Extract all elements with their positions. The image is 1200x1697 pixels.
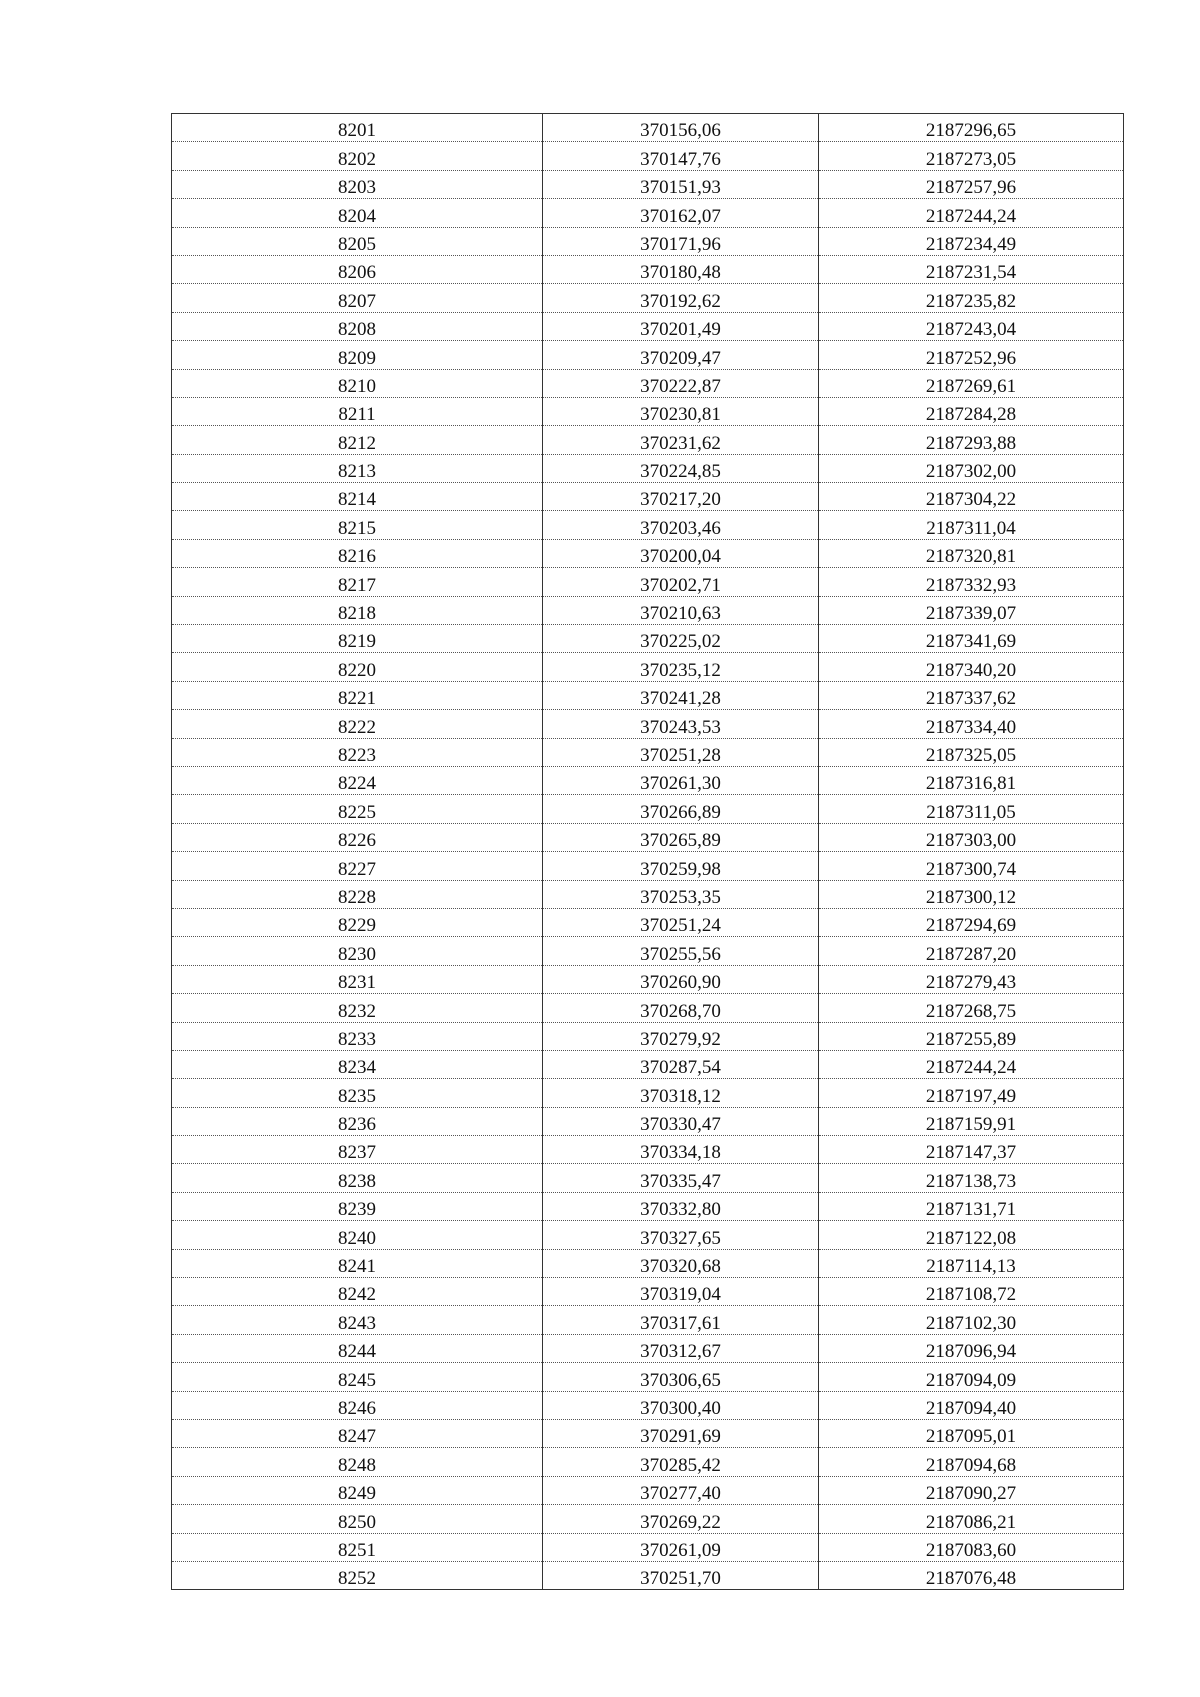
point-number-cell: 8241: [172, 1249, 543, 1277]
table-row: [172, 1334, 1124, 1362]
x-coordinate-cell: 370251,24: [543, 908, 819, 936]
x-coordinate-cell: 370210,63: [543, 596, 819, 624]
point-number-cell: 8230: [172, 937, 543, 965]
point-number-cell: 8240: [172, 1221, 543, 1249]
point-number-cell: 8204: [172, 199, 543, 227]
point-number-cell: 8228: [172, 880, 543, 908]
x-coordinate-cell: 370318,12: [543, 1079, 819, 1107]
y-coordinate-cell: 2187325,05: [819, 738, 1124, 766]
table-row: [172, 369, 1124, 397]
y-coordinate-cell: 2187244,24: [819, 1050, 1124, 1078]
y-coordinate-cell: 2187311,04: [819, 511, 1124, 539]
point-number-cell: 8244: [172, 1334, 543, 1362]
table-row: [172, 255, 1124, 283]
point-number-cell: 8215: [172, 511, 543, 539]
x-coordinate-cell: 370330,47: [543, 1107, 819, 1135]
table-row: [172, 1363, 1124, 1391]
y-coordinate-cell: 2187086,21: [819, 1505, 1124, 1533]
table-row: [172, 908, 1124, 936]
y-coordinate-cell: 2187316,81: [819, 766, 1124, 794]
x-coordinate-cell: 370300,40: [543, 1391, 819, 1419]
y-coordinate-cell: 2187269,61: [819, 369, 1124, 397]
table-row: [172, 1249, 1124, 1277]
x-coordinate-cell: 370151,93: [543, 170, 819, 198]
x-coordinate-cell: 370230,81: [543, 397, 819, 425]
x-coordinate-cell: 370265,89: [543, 823, 819, 851]
point-number-cell: 8249: [172, 1476, 543, 1504]
x-coordinate-cell: 370209,47: [543, 341, 819, 369]
x-coordinate-cell: 370291,69: [543, 1419, 819, 1447]
table-row: [172, 1136, 1124, 1164]
y-coordinate-cell: 2187252,96: [819, 341, 1124, 369]
y-coordinate-cell: 2187339,07: [819, 596, 1124, 624]
table-row: [172, 142, 1124, 170]
x-coordinate-cell: 370235,12: [543, 653, 819, 681]
point-number-cell: 8211: [172, 397, 543, 425]
y-coordinate-cell: 2187076,48: [819, 1561, 1124, 1589]
x-coordinate-cell: 370259,98: [543, 852, 819, 880]
table-row: [172, 170, 1124, 198]
x-coordinate-cell: 370202,71: [543, 568, 819, 596]
coordinates-table-body: [172, 114, 1124, 1590]
table-row: [172, 199, 1124, 227]
table-row: [172, 1448, 1124, 1476]
x-coordinate-cell: 370203,46: [543, 511, 819, 539]
point-number-cell: 8222: [172, 710, 543, 738]
x-coordinate-cell: 370268,70: [543, 994, 819, 1022]
point-number-cell: 8205: [172, 227, 543, 255]
x-coordinate-cell: 370147,76: [543, 142, 819, 170]
y-coordinate-cell: 2187094,68: [819, 1448, 1124, 1476]
y-coordinate-cell: 2187095,01: [819, 1419, 1124, 1447]
y-coordinate-cell: 2187273,05: [819, 142, 1124, 170]
x-coordinate-cell: 370253,35: [543, 880, 819, 908]
point-number-cell: 8203: [172, 170, 543, 198]
y-coordinate-cell: 2187234,49: [819, 227, 1124, 255]
point-number-cell: 8236: [172, 1107, 543, 1135]
point-number-cell: 8201: [172, 114, 543, 142]
point-number-cell: 8245: [172, 1363, 543, 1391]
x-coordinate-cell: 370225,02: [543, 625, 819, 653]
point-number-cell: 8218: [172, 596, 543, 624]
table-row: [172, 1391, 1124, 1419]
table-row: [172, 766, 1124, 794]
point-number-cell: 8214: [172, 483, 543, 511]
y-coordinate-cell: 2187279,43: [819, 965, 1124, 993]
coordinates-table: [171, 113, 1124, 1590]
x-coordinate-cell: 370279,92: [543, 1022, 819, 1050]
y-coordinate-cell: 2187094,09: [819, 1363, 1124, 1391]
x-coordinate-cell: 370241,28: [543, 681, 819, 709]
y-coordinate-cell: 2187159,91: [819, 1107, 1124, 1135]
table-row: [172, 1533, 1124, 1561]
y-coordinate-cell: 2187300,12: [819, 880, 1124, 908]
point-number-cell: 8212: [172, 426, 543, 454]
x-coordinate-cell: 370269,22: [543, 1505, 819, 1533]
table-row: [172, 312, 1124, 340]
x-coordinate-cell: 370261,09: [543, 1533, 819, 1561]
table-row: [172, 625, 1124, 653]
x-coordinate-cell: 370327,65: [543, 1221, 819, 1249]
y-coordinate-cell: 2187287,20: [819, 937, 1124, 965]
table-row: [172, 795, 1124, 823]
y-coordinate-cell: 2187131,71: [819, 1192, 1124, 1220]
table-row: [172, 738, 1124, 766]
x-coordinate-cell: 370231,62: [543, 426, 819, 454]
table-row: [172, 1561, 1124, 1589]
point-number-cell: 8238: [172, 1164, 543, 1192]
table-row: [172, 1505, 1124, 1533]
x-coordinate-cell: 370266,89: [543, 795, 819, 823]
point-number-cell: 8206: [172, 255, 543, 283]
y-coordinate-cell: 2187243,04: [819, 312, 1124, 340]
x-coordinate-cell: 370312,67: [543, 1334, 819, 1362]
point-number-cell: 8234: [172, 1050, 543, 1078]
table-row: [172, 1050, 1124, 1078]
table-row: [172, 653, 1124, 681]
y-coordinate-cell: 2187122,08: [819, 1221, 1124, 1249]
x-coordinate-cell: 370277,40: [543, 1476, 819, 1504]
point-number-cell: 8246: [172, 1391, 543, 1419]
x-coordinate-cell: 370243,53: [543, 710, 819, 738]
y-coordinate-cell: 2187337,62: [819, 681, 1124, 709]
x-coordinate-cell: 370332,80: [543, 1192, 819, 1220]
y-coordinate-cell: 2187231,54: [819, 255, 1124, 283]
y-coordinate-cell: 2187294,69: [819, 908, 1124, 936]
table-row: [172, 1221, 1124, 1249]
point-number-cell: 8237: [172, 1136, 543, 1164]
table-row: [172, 511, 1124, 539]
table-row: [172, 823, 1124, 851]
x-coordinate-cell: 370335,47: [543, 1164, 819, 1192]
table-row: [172, 284, 1124, 312]
x-coordinate-cell: 370156,06: [543, 114, 819, 142]
point-number-cell: 8251: [172, 1533, 543, 1561]
table-row: [172, 341, 1124, 369]
x-coordinate-cell: 370171,96: [543, 227, 819, 255]
x-coordinate-cell: 370162,07: [543, 199, 819, 227]
table-row: [172, 1164, 1124, 1192]
x-coordinate-cell: 370251,28: [543, 738, 819, 766]
y-coordinate-cell: 2187341,69: [819, 625, 1124, 653]
table-row: [172, 1476, 1124, 1504]
y-coordinate-cell: 2187284,28: [819, 397, 1124, 425]
table-row: [172, 227, 1124, 255]
y-coordinate-cell: 2187096,94: [819, 1334, 1124, 1362]
table-row: [172, 937, 1124, 965]
table-row: [172, 994, 1124, 1022]
x-coordinate-cell: 370180,48: [543, 255, 819, 283]
table-row: [172, 397, 1124, 425]
table-row: [172, 1079, 1124, 1107]
y-coordinate-cell: 2187257,96: [819, 170, 1124, 198]
table-row: [172, 1107, 1124, 1135]
y-coordinate-cell: 2187090,27: [819, 1476, 1124, 1504]
point-number-cell: 8235: [172, 1079, 543, 1107]
x-coordinate-cell: 370317,61: [543, 1306, 819, 1334]
point-number-cell: 8231: [172, 965, 543, 993]
point-number-cell: 8252: [172, 1561, 543, 1589]
x-coordinate-cell: 370255,56: [543, 937, 819, 965]
x-coordinate-cell: 370200,04: [543, 539, 819, 567]
x-coordinate-cell: 370285,42: [543, 1448, 819, 1476]
y-coordinate-cell: 2187332,93: [819, 568, 1124, 596]
y-coordinate-cell: 2187138,73: [819, 1164, 1124, 1192]
y-coordinate-cell: 2187304,22: [819, 483, 1124, 511]
table-row: [172, 1192, 1124, 1220]
point-number-cell: 8219: [172, 625, 543, 653]
y-coordinate-cell: 2187114,13: [819, 1249, 1124, 1277]
y-coordinate-cell: 2187244,24: [819, 199, 1124, 227]
point-number-cell: 8225: [172, 795, 543, 823]
point-number-cell: 8239: [172, 1192, 543, 1220]
point-number-cell: 8220: [172, 653, 543, 681]
point-number-cell: 8224: [172, 766, 543, 794]
x-coordinate-cell: 370251,70: [543, 1561, 819, 1589]
point-number-cell: 8223: [172, 738, 543, 766]
y-coordinate-cell: 2187147,37: [819, 1136, 1124, 1164]
table-row: [172, 539, 1124, 567]
y-coordinate-cell: 2187102,30: [819, 1306, 1124, 1334]
x-coordinate-cell: 370306,65: [543, 1363, 819, 1391]
table-row: [172, 1022, 1124, 1050]
point-number-cell: 8216: [172, 539, 543, 567]
point-number-cell: 8247: [172, 1419, 543, 1447]
table-row: [172, 1306, 1124, 1334]
table-row: [172, 426, 1124, 454]
table-row: [172, 710, 1124, 738]
point-number-cell: 8210: [172, 369, 543, 397]
table-row: [172, 1419, 1124, 1447]
x-coordinate-cell: 370260,90: [543, 965, 819, 993]
y-coordinate-cell: 2187296,65: [819, 114, 1124, 142]
point-number-cell: 8226: [172, 823, 543, 851]
y-coordinate-cell: 2187334,40: [819, 710, 1124, 738]
x-coordinate-cell: 370287,54: [543, 1050, 819, 1078]
y-coordinate-cell: 2187083,60: [819, 1533, 1124, 1561]
x-coordinate-cell: 370320,68: [543, 1249, 819, 1277]
table-row: [172, 114, 1124, 142]
table-row: [172, 880, 1124, 908]
y-coordinate-cell: 2187197,49: [819, 1079, 1124, 1107]
x-coordinate-cell: 370217,20: [543, 483, 819, 511]
y-coordinate-cell: 2187320,81: [819, 539, 1124, 567]
x-coordinate-cell: 370261,30: [543, 766, 819, 794]
y-coordinate-cell: 2187094,40: [819, 1391, 1124, 1419]
point-number-cell: 8243: [172, 1306, 543, 1334]
table-row: [172, 454, 1124, 482]
point-number-cell: 8207: [172, 284, 543, 312]
y-coordinate-cell: 2187108,72: [819, 1278, 1124, 1306]
point-number-cell: 8232: [172, 994, 543, 1022]
y-coordinate-cell: 2187302,00: [819, 454, 1124, 482]
y-coordinate-cell: 2187303,00: [819, 823, 1124, 851]
x-coordinate-cell: 370201,49: [543, 312, 819, 340]
table-row: [172, 483, 1124, 511]
x-coordinate-cell: 370224,85: [543, 454, 819, 482]
y-coordinate-cell: 2187235,82: [819, 284, 1124, 312]
point-number-cell: 8209: [172, 341, 543, 369]
point-number-cell: 8248: [172, 1448, 543, 1476]
y-coordinate-cell: 2187255,89: [819, 1022, 1124, 1050]
y-coordinate-cell: 2187293,88: [819, 426, 1124, 454]
table-row: [172, 596, 1124, 624]
y-coordinate-cell: 2187311,05: [819, 795, 1124, 823]
table-row: [172, 965, 1124, 993]
point-number-cell: 8213: [172, 454, 543, 482]
point-number-cell: 8217: [172, 568, 543, 596]
table-row: [172, 681, 1124, 709]
y-coordinate-cell: 2187300,74: [819, 852, 1124, 880]
x-coordinate-cell: 370222,87: [543, 369, 819, 397]
point-number-cell: 8202: [172, 142, 543, 170]
point-number-cell: 8229: [172, 908, 543, 936]
table-row: [172, 1278, 1124, 1306]
x-coordinate-cell: 370334,18: [543, 1136, 819, 1164]
point-number-cell: 8242: [172, 1278, 543, 1306]
point-number-cell: 8227: [172, 852, 543, 880]
point-number-cell: 8208: [172, 312, 543, 340]
y-coordinate-cell: 2187268,75: [819, 994, 1124, 1022]
x-coordinate-cell: 370192,62: [543, 284, 819, 312]
table-row: [172, 852, 1124, 880]
x-coordinate-cell: 370319,04: [543, 1278, 819, 1306]
table-row: [172, 568, 1124, 596]
point-number-cell: 8250: [172, 1505, 543, 1533]
point-number-cell: 8221: [172, 681, 543, 709]
point-number-cell: 8233: [172, 1022, 543, 1050]
y-coordinate-cell: 2187340,20: [819, 653, 1124, 681]
